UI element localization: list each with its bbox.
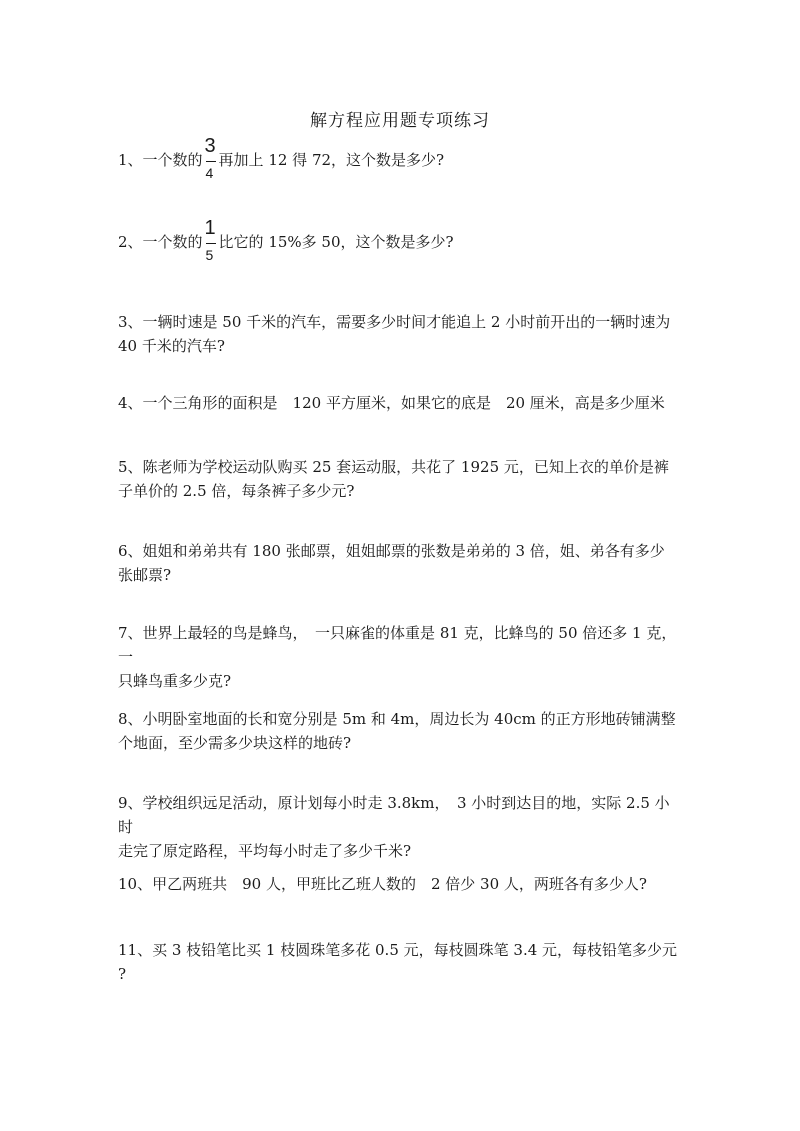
question-7 <box>118 621 678 693</box>
question-3-line-1: 3、一辆时速是 50 千米的汽车，需要多少时间才能追上 2 小时前开出的一辆时速为 <box>118 313 671 331</box>
question-3 <box>118 310 678 358</box>
fraction-denominator: 5 <box>205 247 214 263</box>
question-5-line-1: 5、陈老师为学校运动队购买 25 套运动服，共花了 1925 元，已知上衣的单价是裤 <box>118 458 669 476</box>
fraction-denominator: 4 <box>205 165 214 181</box>
question-8 <box>118 707 678 755</box>
question-9-line-1: 9、学校组织远足活动，原计划每小时走 3.8km， 3 小时到达目的地，实际 2.5 小时 <box>118 794 670 836</box>
question-6 <box>118 539 678 587</box>
question-1 <box>118 135 678 181</box>
question-7-line-2: 只蜂鸟重多少克? <box>118 672 232 690</box>
question-9-line-2: 走完了原定路程，平均每小时走了多少千米? <box>118 842 412 860</box>
fraction-bar <box>206 243 216 244</box>
question-5 <box>118 455 678 503</box>
question-1-fraction <box>203 135 219 181</box>
question-9 <box>118 791 678 863</box>
question-8-line-2: 个地面，至少需多少块这样的地砖? <box>118 734 352 752</box>
question-1-text-before: 1、一个数的 <box>118 151 203 169</box>
question-2-text-before: 2、一个数的 <box>118 233 203 251</box>
question-10 <box>118 872 678 896</box>
question-4-line-1: 4、一个三角形的面积是 120 平方厘米，如果它的底是 20 厘米，高是多少厘米 <box>118 394 665 412</box>
question-11-line-1: 11、买 3 枝铅笔比买 1 枝圆珠笔多花 0.5 元，每枝圆珠笔 3.4 元，每枝铅笔多少元 <box>118 941 678 959</box>
page-title: 解方程应用题专项练习 <box>310 111 490 131</box>
question-2 <box>118 217 678 263</box>
fraction-numerator: 3 <box>204 135 216 157</box>
question-6-line-1: 6、姐姐和弟弟共有 180 张邮票，姐姐邮票的张数是弟弟的 3 倍，姐、弟各有多少 <box>118 542 665 560</box>
question-10-line-1: 10、甲乙两班共 90 人，甲班比乙班人数的 2 倍少 30 人，两班各有多少人? <box>118 875 647 893</box>
question-6-line-2: 张邮票? <box>118 566 172 584</box>
question-7-line-1: 7、世界上最轻的鸟是蜂鸟， 一只麻雀的体重是 81 克，比蜂鸟的 50 倍还多 1 克，一 <box>118 624 677 666</box>
question-2-text-after: 比它的 15%多 50，这个数是多少? <box>218 233 454 251</box>
question-8-line-1: 8、小明卧室地面的长和宽分别是 5m 和 4m，周边长为 40cm 的正方形地砖铺满整 <box>118 710 676 728</box>
question-11-line-2: ? <box>118 965 127 983</box>
question-5-line-2: 子单价的 2.5 倍，每条裤子多少元? <box>118 482 355 500</box>
question-3-line-2: 40 千米的汽车? <box>118 337 225 355</box>
question-11 <box>118 938 678 986</box>
fraction-bar <box>206 161 216 162</box>
question-2-fraction <box>203 217 219 263</box>
question-1-text-after: 再加上 12 得 72，这个数是多少? <box>218 151 445 169</box>
question-4 <box>118 391 678 415</box>
fraction-numerator: 1 <box>204 217 216 239</box>
